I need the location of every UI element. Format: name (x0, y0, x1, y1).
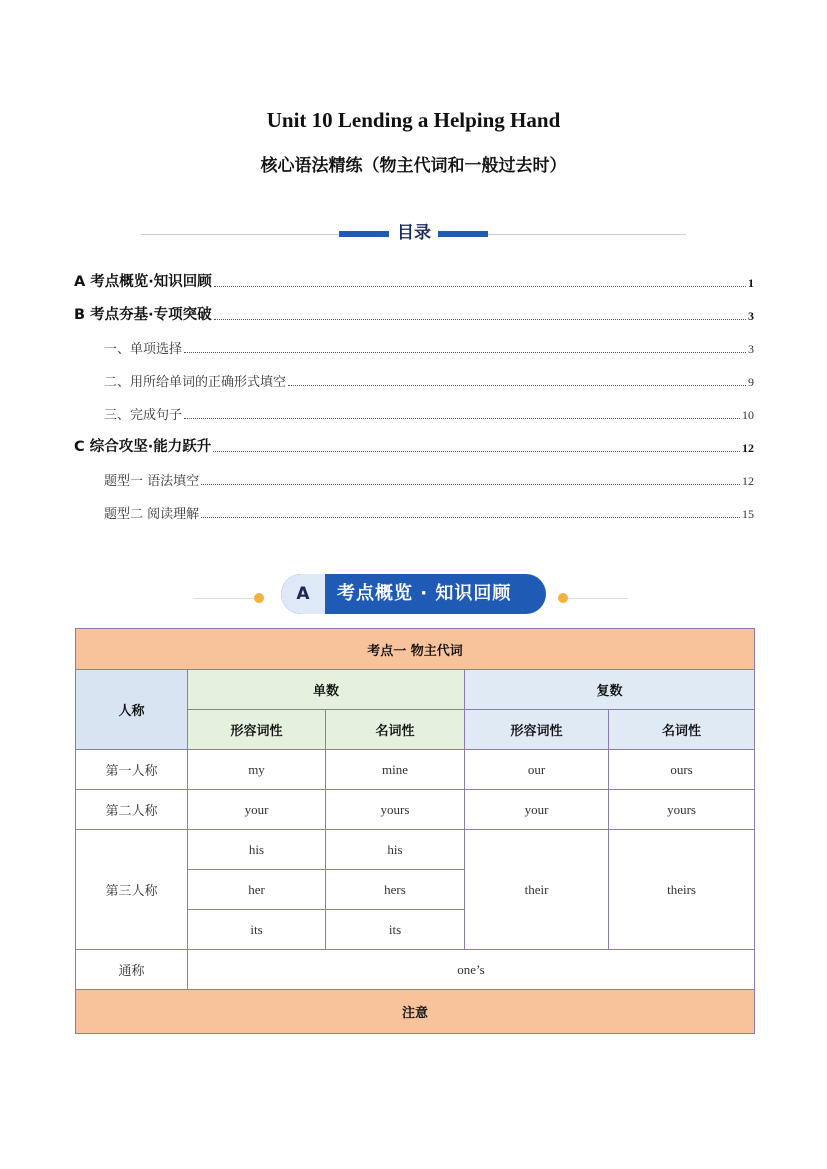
toc-leader (214, 319, 746, 320)
toc-entry-b3[interactable] (74, 390, 754, 423)
banner-letter: A (281, 574, 325, 614)
banner-pill (281, 574, 546, 614)
toc-entry-text: 题型一 语法填空 (104, 474, 200, 489)
header-singular-noun: 名词性 (326, 710, 465, 750)
cell-singular-noun: mine (326, 750, 465, 790)
cell-plural-adj: your (465, 790, 609, 830)
row-label: 第一人称 (76, 750, 188, 790)
toc-leader (213, 451, 740, 452)
banner-dot-right (558, 593, 568, 603)
toc-entry-text: 三、完成句子 (104, 408, 183, 423)
divider-accent-left (339, 231, 389, 237)
toc-entry-c1[interactable] (74, 456, 754, 489)
table-row-third-person (76, 830, 755, 870)
header-plural: 复数 (465, 670, 755, 710)
row-label: 通称 (76, 950, 188, 990)
toc-page-number: 3 (748, 309, 754, 323)
table-row-general (76, 950, 755, 990)
toc-entry-c[interactable] (74, 423, 754, 456)
toc-page-number: 15 (742, 507, 754, 521)
toc-leader (288, 385, 746, 386)
toc-leader (201, 484, 740, 485)
banner-dot-left (254, 593, 264, 603)
cell-singular-adj: my (188, 750, 326, 790)
cell-plural-adj: their (465, 830, 609, 950)
toc-heading-bar (141, 218, 686, 244)
toc-page-number: 1 (748, 276, 754, 290)
toc-entry-text: 一、单项选择 (104, 342, 183, 357)
header-plural-noun: 名词性 (609, 710, 755, 750)
section-banner (194, 574, 634, 616)
row-label: 第二人称 (76, 790, 188, 830)
toc-leader (214, 286, 746, 287)
document-subtitle: 核心语法精练（物主代词和一般过去时） (260, 156, 567, 176)
toc-entry-b[interactable] (74, 291, 754, 324)
toc-entry-a[interactable] (74, 258, 754, 291)
toc-page-number: 9 (748, 375, 754, 389)
toc-entry-text: 题型二 阅读理解 (104, 507, 200, 522)
toc-entry-text: 二、用所给单词的正确形式填空 (104, 375, 287, 390)
cell-singular-noun: hers (326, 870, 465, 910)
toc-page-number: 12 (742, 441, 754, 455)
toc-entry-text: A 考点概览·知识回顾 (74, 274, 212, 290)
header-singular-adj: 形容词性 (188, 710, 326, 750)
cell-singular-adj: its (188, 910, 326, 950)
document-title: Unit 10 Lending a Helping Hand (266, 108, 561, 132)
table-row-second-person (76, 790, 755, 830)
cell-singular-adj: his (188, 830, 326, 870)
banner-line-left (194, 598, 254, 599)
table-note-header: 注意 (76, 990, 755, 1034)
cell-singular-noun: his (326, 830, 465, 870)
cell-singular-noun: yours (326, 790, 465, 830)
toc-entry-text: B 考点夯基·专项突破 (74, 307, 212, 323)
toc-entry-b1[interactable] (74, 324, 754, 357)
toc-leader (184, 418, 740, 419)
toc-entry-b2[interactable] (74, 357, 754, 390)
cell-plural-noun: theirs (609, 830, 755, 950)
divider-line-right (488, 234, 686, 235)
toc-leader (184, 352, 746, 353)
cell-plural-noun: yours (609, 790, 755, 830)
possessive-pronoun-table (75, 628, 755, 1034)
table-of-contents (74, 258, 754, 522)
cell-plural-noun: ours (609, 750, 755, 790)
divider-line-left (141, 234, 339, 235)
cell-plural-adj: our (465, 750, 609, 790)
toc-page-number: 10 (742, 408, 754, 422)
banner-title: 考点概览 · 知识回顾 (337, 583, 512, 604)
cell-general-value: one’s (188, 950, 755, 990)
toc-heading: 目录 (397, 223, 431, 243)
cell-singular-adj: her (188, 870, 326, 910)
header-person: 人称 (76, 670, 188, 750)
cell-singular-noun: its (326, 910, 465, 950)
toc-entry-text: C 综合攻坚·能力跃升 (74, 439, 212, 455)
header-plural-adj: 形容词性 (465, 710, 609, 750)
cell-singular-adj: your (188, 790, 326, 830)
table-row-first-person (76, 750, 755, 790)
header-singular: 单数 (188, 670, 465, 710)
toc-page-number: 12 (742, 474, 754, 488)
banner-line-right (568, 598, 628, 599)
toc-page-number: 3 (748, 342, 754, 356)
table-caption: 考点一 物主代词 (76, 629, 755, 670)
toc-entry-c2[interactable] (74, 489, 754, 522)
toc-leader (201, 517, 740, 518)
divider-accent-right (438, 231, 488, 237)
row-label: 第三人称 (76, 830, 188, 950)
